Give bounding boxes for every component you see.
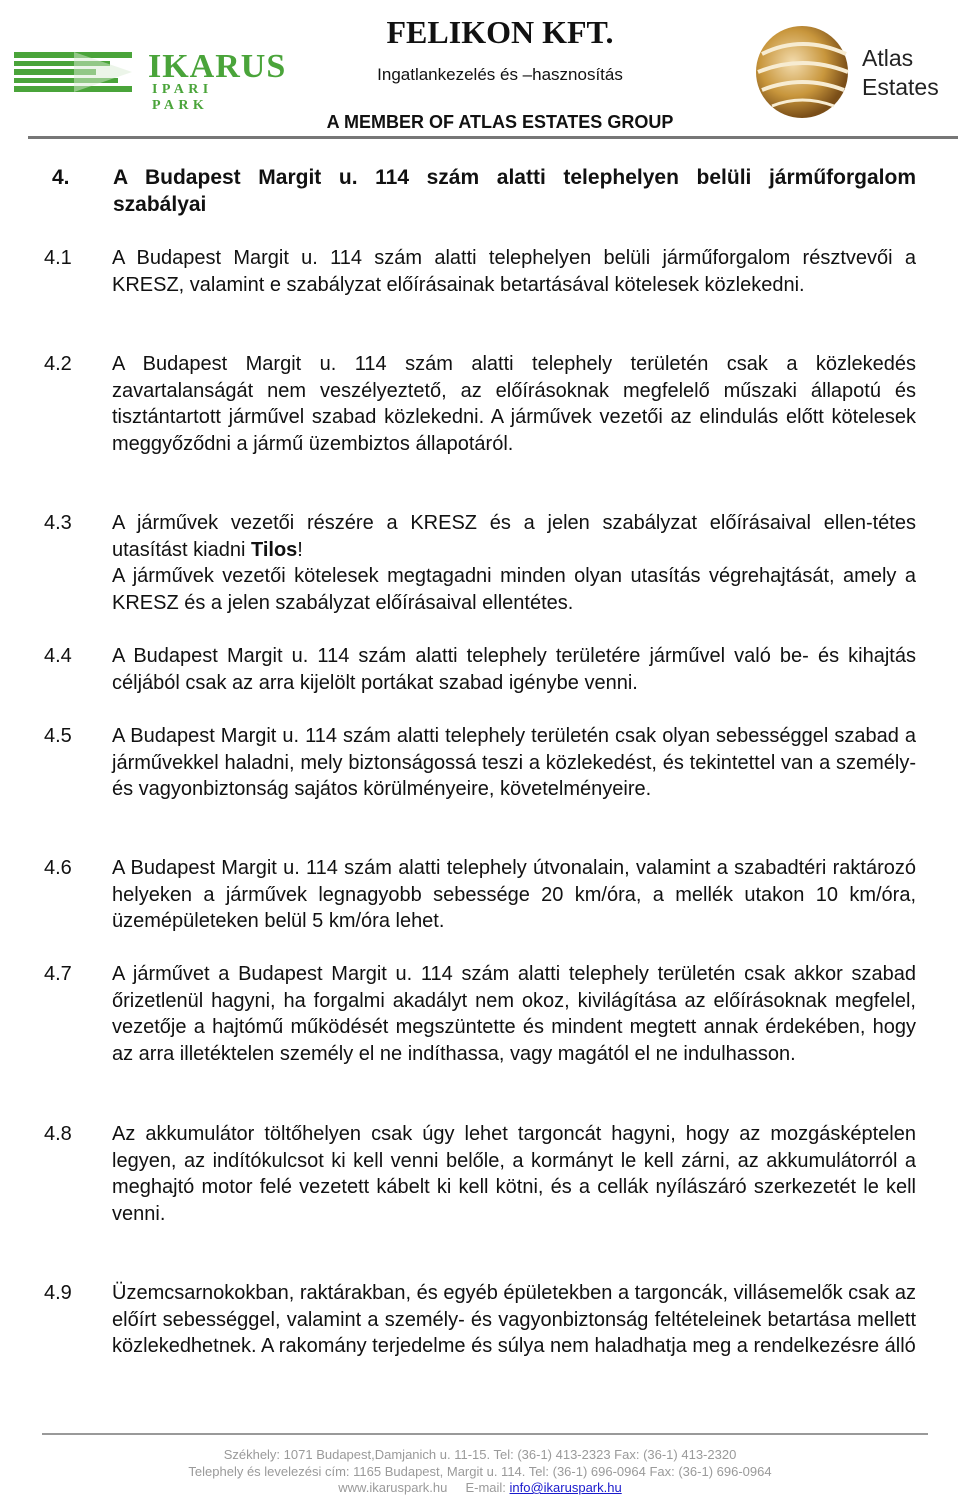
section-title-line1: A Budapest Margit u. 114 szám alatti telephelyen belüli járműforgalom bbox=[113, 166, 916, 189]
rule-item bbox=[44, 1280, 916, 1360]
footer-contact-line bbox=[0, 1480, 960, 1497]
rule-text: A Budapest Margit u. 114 szám alatti telephely területére járművel való be- és kihajtás céljából csak az arra kijelölt portákat szabad igénybe venni. bbox=[112, 645, 916, 694]
rule-text: Az akkumulátor töltőhelyen csak úgy lehet targoncát hagyni, hogy az mozgásképtelen legyen, az indítókulcsot ki kell venni belőle, a kormányt le kell zárni, az akkumulátorról a meghajtó motor felé vezetett kábelt ki kell kötni, és a cellák nyílászáró szerkezetét le kell venni. bbox=[112, 1123, 916, 1225]
rule-item bbox=[44, 245, 916, 298]
rule-item bbox=[44, 351, 916, 457]
rule-item bbox=[44, 855, 916, 935]
rule-text: A Budapest Margit u. 114 szám alatti telephely területén csak a közlekedés zavartalanságát nem veszélyeztető, az előírásoknak megfelelő műszaki állapotú és tisztántartott járművel szabad közlekedni. A járművek vezetői az elindulás előtt kötelesek meggyőződni a jármű üzembiztos állapotáról. bbox=[112, 353, 916, 455]
company-name: FELIKON KFT. bbox=[386, 14, 614, 50]
rule-text: A Budapest Margit u. 114 szám alatti telephely területén csak olyan sebességgel szabad a járművekkel haladni, mely biztonságossá teszi a közlekedést, és tekintettel van a személy- és vagyonbiztonság sajátos körülményeire, követelményeire. bbox=[112, 725, 916, 801]
rule-text-part: A járművek vezetői részére a KRESZ és a jelen szabályzat előírásaival ellen-tétes utasítást kiadni bbox=[112, 512, 916, 561]
rule-text bbox=[112, 510, 916, 563]
rule-text: Üzemcsarnokokban, raktárakban, és egyéb épületekben a targoncák, villásemelők csak az előírt sebességgel, valamint a személy- és vagyonbiztonság feltételeinek betartása mellett közlekedhetnek. A rakomány terjedelme és súlya nem haladhatja meg a rendelkezésre álló bbox=[112, 1282, 916, 1358]
rule-number: 4.7 bbox=[44, 963, 72, 985]
ikarus-logo-subtitle: IPARI PARK bbox=[152, 82, 213, 113]
footer-divider bbox=[42, 1433, 928, 1435]
rule-number: 4.1 bbox=[44, 247, 72, 269]
atlas-estates-logo-text bbox=[862, 44, 939, 102]
ikarus-logo bbox=[14, 44, 287, 113]
rule-text: A járművek vezetői kötelesek megtagadni minden olyan utasítás végrehajtását, amely a KRESZ és a jelen szabályzat előírásaival ellentétes. bbox=[112, 565, 916, 614]
ikarus-logo-name: IKARUS bbox=[148, 48, 287, 85]
footer-email-label: E-mail: bbox=[465, 1480, 506, 1495]
atlas-logo-line2: Estates bbox=[862, 74, 939, 100]
rule-text-part: ! bbox=[297, 538, 303, 561]
footer-email-link[interactable]: info@ikaruspark.hu bbox=[509, 1480, 622, 1495]
rule-number: 4.6 bbox=[44, 857, 72, 879]
rule-number: 4.5 bbox=[44, 725, 72, 747]
rule-item bbox=[44, 961, 916, 1067]
section-number: 4. bbox=[52, 166, 70, 189]
rule-item bbox=[44, 723, 916, 803]
ikarus-stripes-logo-icon bbox=[14, 52, 132, 92]
footer-website-link[interactable]: www.ikaruspark.hu bbox=[338, 1480, 448, 1495]
footer-headquarters: Székhely: 1071 Budapest,Damjanich u. 11-15. Tel: (36-1) 413-2323 Fax: (36-1) 413-2320 bbox=[223, 1447, 737, 1462]
rule-number: 4.2 bbox=[44, 353, 72, 375]
rule-number: 4.4 bbox=[44, 645, 72, 667]
rule-item bbox=[44, 643, 916, 696]
footer-site-address: Telephely és levelezési cím: 1165 Budapest, Margit u. 114. Tel: (36-1) 696-0964 Fax: (36-1) 696-0964 bbox=[188, 1463, 772, 1479]
letterhead bbox=[0, 0, 960, 140]
rule-text: A Budapest Margit u. 114 szám alatti telephely útvonalain, valamint a szabadtéri raktározó helyeken a járművek legnagyobb sebessége 20 km/óra, a mellék utakon 10 km/óra, üzemépületeken belül 5 km/óra lehet. bbox=[112, 857, 916, 933]
company-tagline: Ingatlankezelés és –hasznosítás bbox=[377, 65, 623, 84]
rule-number: 4.8 bbox=[44, 1123, 72, 1145]
atlas-logo-line1: Atlas bbox=[862, 45, 914, 71]
rule-emphasis: Tilos bbox=[250, 538, 298, 561]
rule-text: A Budapest Margit u. 114 szám alatti telephelyen belüli járműforgalom résztvevői a KRESZ, valamint e szabályzat előírásainak betartásával kötelesek közlekedni. bbox=[112, 247, 916, 296]
page-footer bbox=[0, 1447, 960, 1497]
rule-item bbox=[44, 1121, 916, 1227]
rule-number: 4.9 bbox=[44, 1282, 72, 1304]
section-title-line2: szabályai bbox=[113, 193, 207, 216]
rule-item bbox=[44, 510, 916, 616]
group-membership: A MEMBER OF ATLAS ESTATES GROUP bbox=[326, 112, 674, 132]
rule-number: 4.3 bbox=[44, 512, 72, 534]
atlas-globe-logo-icon bbox=[748, 14, 860, 126]
header-divider bbox=[28, 136, 958, 139]
rule-text: A járművet a Budapest Margit u. 114 szám alatti telephely területén csak akkor szabad őrizetlenül hagyni, ha forgalmi akadályt nem okoz, kivilágítása az előírásoknak megfelel, vezetője a hajtómű működését megszüntette és mindent megtett annak érdekében, hogy az arra illetéktelen személy el ne indíthassa, vagy magától el ne indulhasson. bbox=[112, 963, 916, 1065]
